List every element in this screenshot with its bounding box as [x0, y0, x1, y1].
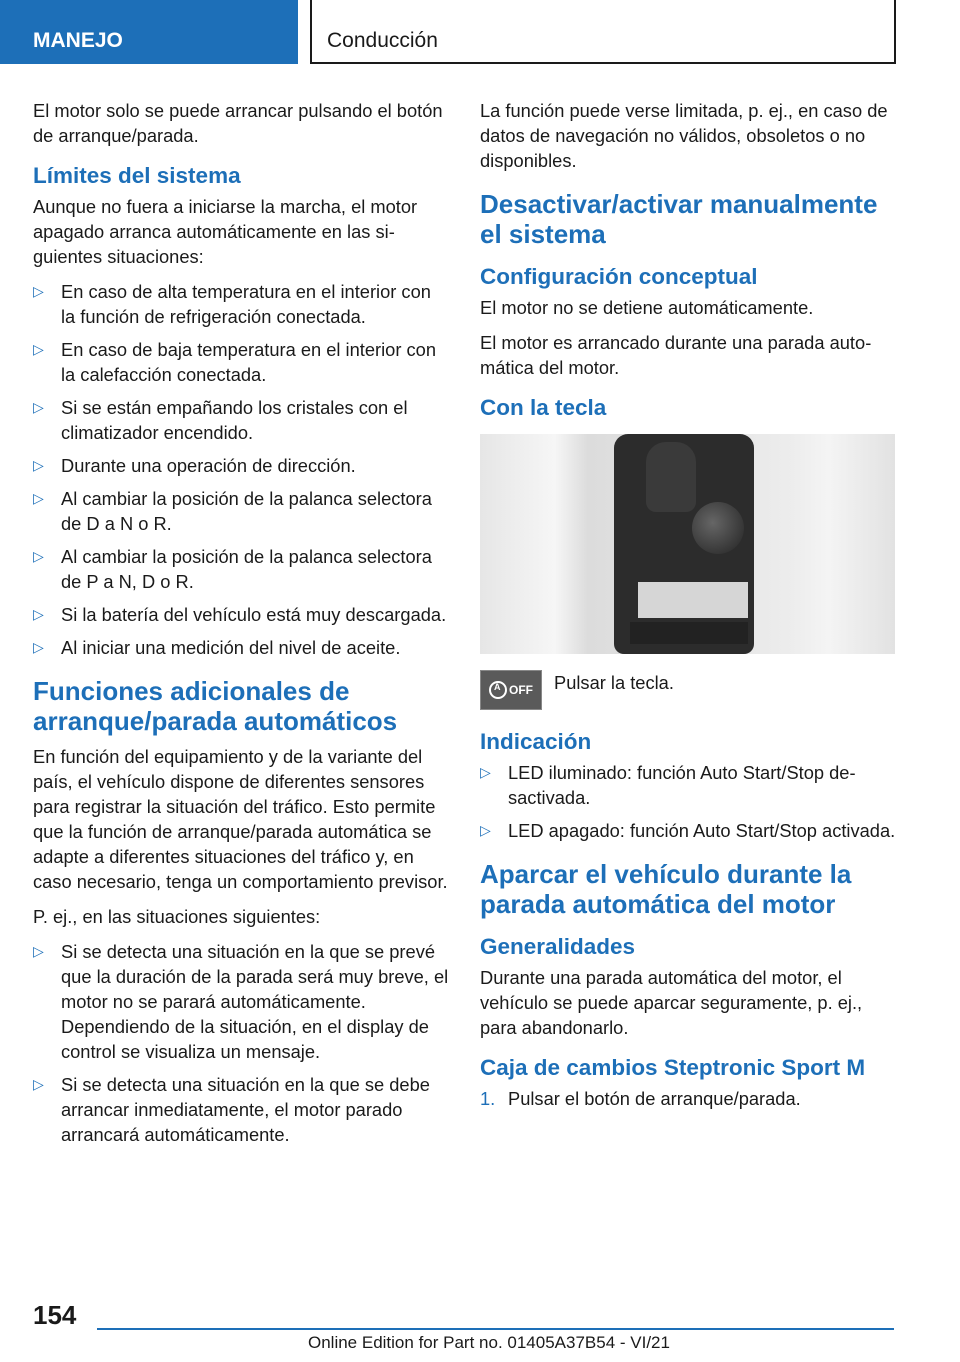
console-photo: [480, 434, 895, 654]
list-item: ▷ En caso de baja temperatura en el interior con la calefacción conectada.: [33, 337, 449, 387]
indicacion-list: [480, 760, 896, 843]
list-item: ▷ Durante una operación de dirección.: [33, 453, 449, 478]
step-text: Pulsar el botón de arranque/parada.: [508, 1088, 801, 1109]
page-number: 154: [33, 1300, 77, 1330]
chapter-tab: MANEJO: [0, 0, 298, 64]
auto-circle-icon: [489, 681, 507, 699]
off-label: OFF: [509, 683, 533, 697]
heading-aparcar: Aparcar el vehículo durante la parada automática del motor: [480, 859, 852, 919]
heading-funciones: Funciones adicionales de arranque/parada automáticos: [33, 676, 398, 736]
right-intro-paragraph: La función puede verse limitada, p. ej., en caso de datos de navegación no válidos, obsoletos o no disponibles.: [480, 100, 888, 171]
limites-list: [33, 279, 449, 660]
heading-tecla: Con la tecla: [480, 395, 607, 420]
list-item: ▷ Si se están empañando los cristales con el climatizador encendido.: [33, 395, 449, 445]
list-item: ▷ Si se detecta una situación en la que se prevé que la duración de la parada será muy breve, el motor no se parará automáticamente. Dependiendo de la situación, en el display de control se visualiza un mensaje.: [33, 939, 449, 1064]
list-item: ▷ Al cambiar la posición de la palanca selectora de P a N, D o R.: [33, 544, 449, 594]
list-item: ▷ Si se detecta una situación en la que se debe arrancar inmediatamente, el motor parado arrancará automáticamente.: [33, 1072, 449, 1147]
list-item: ▷ Al iniciar una medición del nivel de aceite.: [33, 635, 449, 660]
tecla-row: [480, 670, 896, 710]
ejemplos-list: [33, 939, 449, 1147]
list-item: ▷ Si la batería del vehículo está muy descargada.: [33, 602, 449, 627]
tecla-paragraph: Pulsar la tecla.: [554, 672, 674, 693]
limites-paragraph: Aunque no fuera a iniciarse la marcha, el motor apagado arranca automáticamente en las siguientes situaciones:: [33, 196, 418, 267]
section-title: Conducción: [310, 0, 896, 64]
caja-steps: [480, 1086, 896, 1111]
config-paragraph-1: El motor no se detiene automáticamente.: [480, 297, 814, 318]
heading-caja: Caja de cambios Steptronic Sport M: [480, 1055, 866, 1080]
list-item: ▷ LED apagado: función Auto Start/Stop activada.: [480, 818, 896, 843]
footer-divider: [97, 1328, 894, 1330]
console-button-row: [630, 622, 748, 644]
center-console: [614, 434, 754, 654]
idrive-controller: [692, 502, 744, 554]
right-column: [480, 98, 896, 1111]
generalidades-paragraph: Durante una parada automática del motor, el vehículo se puede aparcar seguramente, p. ej., para abandonarlo.: [480, 967, 863, 1038]
list-item: ▷ Al cambiar la posición de la palanca selectora de D a N o R.: [33, 486, 449, 536]
heading-config: Configuración conceptual: [480, 264, 758, 289]
step-number: 1.: [480, 1088, 496, 1109]
list-item: ▷ LED iluminado: función Auto Start/Stop desactivada.: [480, 760, 896, 810]
funciones-paragraph: En función del equipamiento y de la variante del país, el vehículo dispone de diferentes sensores para registrar la situación del tráfico. Esto permite que la función de arranque/parada automática se adapte a diferentes situaciones del tráfico y, en caso necesario, tenga un comportamiento previsor.: [33, 746, 448, 892]
left-column: [33, 98, 449, 1159]
heading-indicacion: Indicación: [480, 729, 592, 754]
gear-selector: [646, 442, 696, 512]
list-item: ▷ En caso de alta temperatura en el interior con la función de refrigeración conectada.: [33, 279, 449, 329]
auto-start-stop-off-icon: [480, 670, 542, 710]
step-item: [480, 1086, 896, 1111]
intro-paragraph: El motor solo se puede arrancar pulsando el botón de arranque/parada.: [33, 100, 443, 146]
config-paragraph-2: El motor es arrancado durante una parada automática del motor.: [480, 332, 872, 378]
heading-generalidades: Generalidades: [480, 934, 636, 959]
heading-desactivar: Desactivar/activar manualmente el sistema: [480, 189, 878, 249]
ejemplos-paragraph: P. ej., en las situaciones siguientes:: [33, 906, 321, 927]
footer-edition: Online Edition for Part no. 01405A37B54 - VI/21: [308, 1333, 670, 1352]
console-panel: [638, 582, 748, 618]
heading-limites: Límites del sistema: [33, 163, 241, 188]
